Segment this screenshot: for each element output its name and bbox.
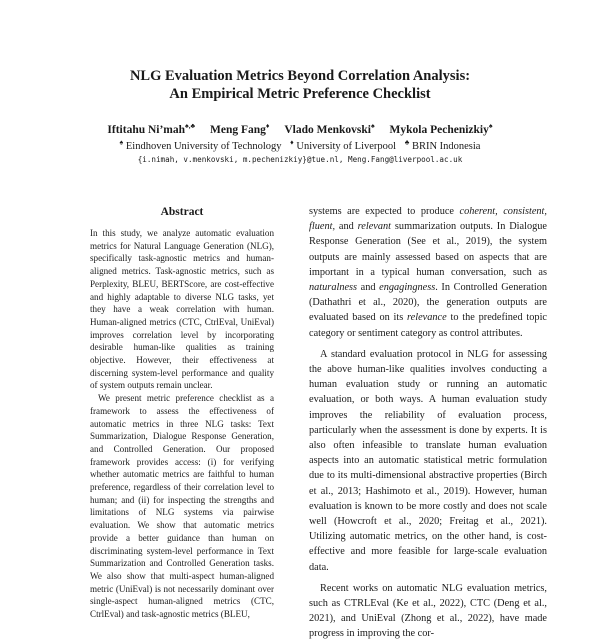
affiliation-2: ♦ University of Liverpool <box>290 138 397 152</box>
author-3: Vlado Menkovski♠ <box>284 122 375 136</box>
author-1: Iftitahu Ni’mah♠,♣ <box>107 122 196 136</box>
affiliation-list <box>0 138 600 152</box>
abstract-body <box>90 227 274 621</box>
paper-title-line-2: An Empirical Metric Preference Checklist <box>169 86 431 102</box>
author-list <box>0 122 600 136</box>
abstract-heading: Abstract <box>160 206 204 218</box>
body-paragraph-3: Recent works on automatic NLG evaluation metrics, such as CTRLEval (Ke et al., 2022), CTC (Deng et al., 2021), and UniEval (Zhong et al., 2022), have made progress in improving the cor- <box>309 582 547 640</box>
affiliation-1: ♠ Eindhoven University of Technology <box>119 138 282 152</box>
paper-title-line-1: NLG Evaluation Metrics Beyond Correlation Analysis: <box>129 68 471 84</box>
abstract-paragraph-1: In this study, we analyze automatic evaluation metrics for Natural Language Generation (NLG), specifically task-agnostic metrics and human-aligned metrics. Task-agnostic metrics, such as Perplexity, BLEU, BERTScore, are cost-effective and highly adaptable to diverse NLG tasks, yet they have a weak correlation with human. Human-aligned metrics (CTC, CtrlEval, UniEval) improves correlation level by incorporating desirable human-like qualities as training objective. However, their effectiveness at discerning system-level performance and quality of system outputs remain unclear. <box>90 228 274 391</box>
author-4: Mykola Pechenizkiy♠ <box>389 122 493 136</box>
author-2: Meng Fang♦ <box>209 122 270 136</box>
intro-column <box>309 204 547 642</box>
author-emails: {i.nimah, v.menkovski, m.pechenizkiy}@tue.nl, Meng.Fang@liverpool.ac.uk <box>137 155 463 164</box>
body-paragraph-1: systems are expected to produce coherent, consistent, fluent, and relevant summarization outputs. In Dialogue Response Generation (See et al., 2019), the system outputs are mainly assessed based on aspects that are important in a typical human conversation, such as naturalness and engagingness. In Controlled Generation (Dathathri et al., 2020), the generation outputs are evaluated based on its relevance to the predefined topic category or sentiment category as control attributes. <box>309 206 548 339</box>
body-paragraph-2: A standard evaluation protocol in NLG for assessing the above human-like qualities involves conducting a human evaluation study or running an automatic evaluation, or both ways. A human evaluation study improves the reliability of evaluation process, particularly when the assessment is done by experts. It is also often infeasible to translate human evaluation aspects into an automatic statistical metric formulation due to its multi-dimensional abstractive properties (Birch et al., 2013; Hashimoto et al., 2019). However, human evaluation is known to be more costly and does not scale well (Howcroft et al., 2020; Freitag et al., 2021). Utilizing automatic metrics, on the other hand, is cost-effective and more feasible for large-scale evaluation data. <box>309 348 547 573</box>
affiliation-3: ♣ BRIN Indonesia <box>404 138 481 152</box>
abstract-paragraph-2: We present metric preference checklist as a framework to assess the effectiveness of automatic metrics in three NLG tasks: Text Summarization, Dialogue Response Generation, and Controlled Generation. Our proposed framework provides access: (i) for verifying whether automatic metrics are faithful to human preference, regardless of their correlation level to human; and (ii) for inspecting the strengths and limitations of NLG systems via pairwise evaluation. We show that automatic metrics provide a better guidance than human on discriminating system-level performance in Text Summarization and Controlled Generation tasks. We also show that multi-aspect human-aligned metric (UniEval) is not necessarily dominant over single-aspect human-aligned metrics (CTC, CtrlEval) and task-agnostic metrics (BLEU, <box>90 393 274 620</box>
